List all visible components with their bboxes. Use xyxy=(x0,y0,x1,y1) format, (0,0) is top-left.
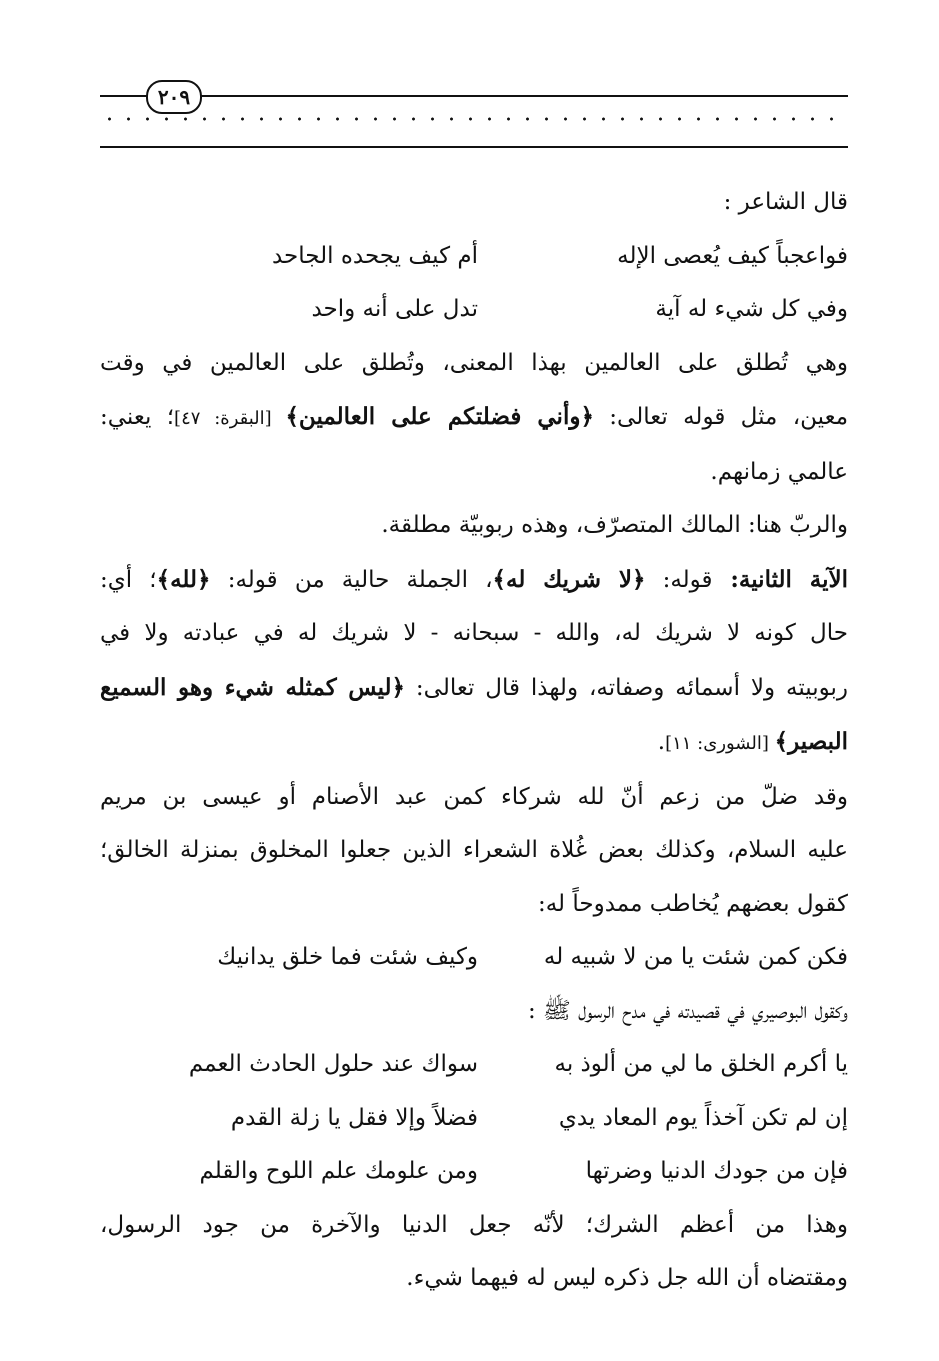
text-run: معين، مثل قوله تعالى: xyxy=(593,404,849,430)
text-line: حال كونه لا شريك له، والله - سبحانه - لا شريك له في عبادته ولا في xyxy=(100,620,848,646)
text-line: عالمي زمانهم. xyxy=(710,458,848,485)
text-line: وهذا من أعظم الشرك؛ لأنّه جعل الدنيا والآخرة من جود الرسول، xyxy=(100,1211,848,1238)
dotted-separator xyxy=(100,114,848,124)
text-run: قوله: xyxy=(645,566,713,593)
text-line: كقول بعضهم يُخاطب ممدوحاً له: xyxy=(537,890,848,917)
quran-quote: ﴿وأني فضلتكم على العالمين﴾ xyxy=(285,403,594,430)
poem-verse xyxy=(100,283,848,337)
verse-second-half: وكيف شئت فما خلق يدانيك xyxy=(217,944,478,970)
quran-quote: ﴿لله﴾ xyxy=(156,565,211,593)
poem-verse xyxy=(100,1038,848,1092)
quran-reference: [الشورى: ١١] xyxy=(665,733,775,754)
verse-second-half: تدل على أنه واحد xyxy=(311,296,478,322)
poem-verse xyxy=(100,230,848,284)
text-line: وقد ضلّ من زعم أنّ لله شركاء كمن عبد الأصنام أو عيسى بن مريم xyxy=(100,783,848,810)
text-run: ربوبيته ولا أسمائه وصفاته، ولهذا قال تعالى: xyxy=(405,674,848,701)
text-line xyxy=(100,553,848,608)
page-number-badge: ٢٠٩ xyxy=(146,80,202,114)
verse-first-half: فواعجباً كيف يُعصى الإله xyxy=(617,242,848,269)
quran-reference: [البقرة: ٤٧] xyxy=(174,408,286,429)
section-heading: الآية الثانية: xyxy=(712,565,849,593)
text-line: ومقتضاه أن الله جل ذكره ليس له فيهما شيء. xyxy=(406,1265,848,1291)
poem-verse xyxy=(100,1092,848,1146)
page-body xyxy=(100,176,848,1306)
poem-verse xyxy=(100,931,848,985)
text-line xyxy=(100,390,848,446)
page-header xyxy=(100,78,848,153)
verse-first-half: يا أكرم الخلق ما لي من ألوذ به xyxy=(554,1051,848,1077)
text-run: ، الجملة حالية من قوله: xyxy=(210,566,493,593)
quran-quote: البصير﴾ xyxy=(774,728,848,755)
text-run: ؛ أي: xyxy=(100,566,157,593)
text-line: عليه السلام، وكذلك بعض غُلاة الشعراء الذين جعلوا المخلوق بمنزلة الخالق؛ xyxy=(100,837,848,863)
text-run: ؛ يعني: xyxy=(100,404,175,430)
poem-verse xyxy=(100,1145,848,1199)
quran-quote: ﴿ليس كمثله شيء وهو السميع xyxy=(100,673,406,701)
text-line: قال الشاعر : xyxy=(723,189,848,215)
verse-second-half: سواك عند حلول الحادث العمم xyxy=(188,1051,478,1077)
text-run: . xyxy=(657,729,666,755)
verse-second-half: ومن علومك علم اللوح والقلم xyxy=(199,1158,478,1184)
verse-first-half: فكن كمن شئت يا من لا شبيه له xyxy=(543,944,848,970)
verse-second-half: أم كيف يجحده الجاحد xyxy=(271,242,478,269)
text-line: وكقول البوصيري في قصيدته في مدح الرسول ﷺ : xyxy=(527,997,848,1024)
quran-quote: ﴿لا شريك له﴾ xyxy=(492,565,646,593)
header-bottom-rule xyxy=(100,146,848,148)
text-line: وهي تُطلق على العالمين بهذا المعنى، وتُطلق على العالمين في وقت xyxy=(100,349,848,376)
text-line: والربّ هنا: المالك المتصرّف، وهذه ربوبيّة مطلقة. xyxy=(381,512,848,538)
header-top-rule xyxy=(100,95,848,97)
verse-first-half: فإن من جودك الدنيا وضرتها xyxy=(585,1158,848,1184)
text-line xyxy=(100,661,848,716)
verse-first-half: إن لم تكن آخذاً يوم المعاد يدي xyxy=(558,1104,848,1131)
text-line xyxy=(100,715,848,771)
verse-second-half: فضلاً وإلا فقل يا زلة القدم xyxy=(230,1104,478,1131)
verse-first-half: وفي كل شيء له آية xyxy=(655,296,848,322)
